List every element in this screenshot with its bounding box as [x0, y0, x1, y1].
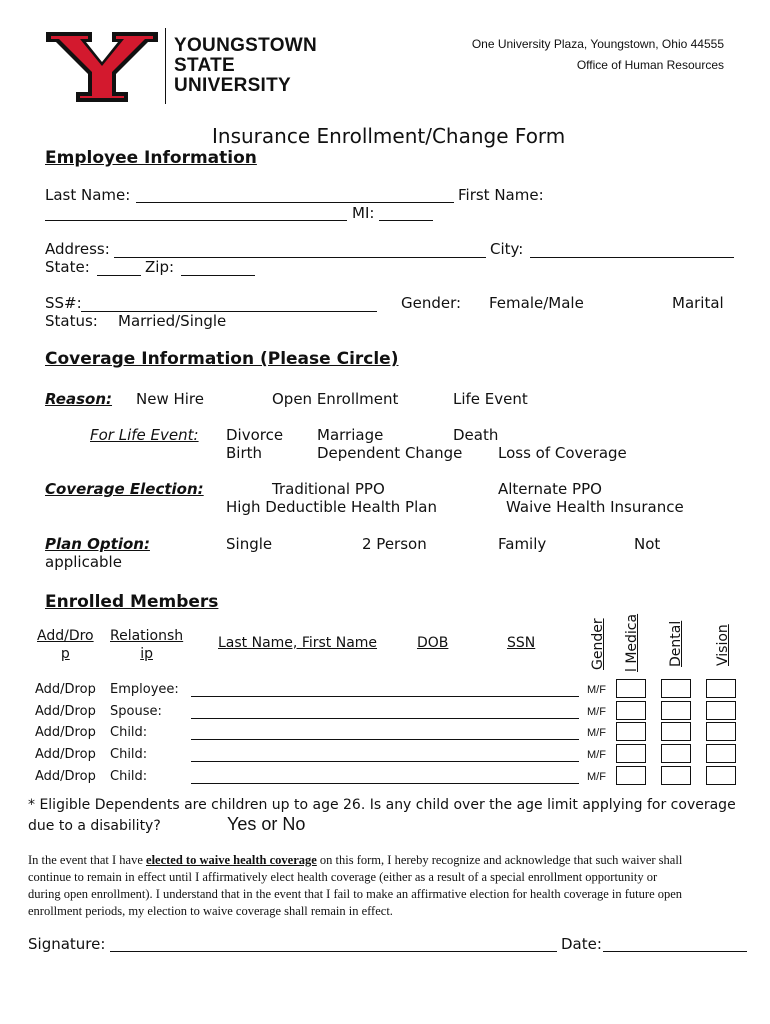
row-vision-checkbox[interactable]	[706, 766, 736, 785]
col-add-drop-line1: Add/Dro	[37, 628, 94, 644]
life-event-loss-of-coverage[interactable]: Loss of Coverage	[498, 444, 627, 462]
form-title: Insurance Enrollment/Change Form	[212, 124, 566, 148]
row-action[interactable]: Add/Drop	[35, 682, 96, 697]
reason-new-hire[interactable]: New Hire	[136, 390, 204, 408]
waiver-emphasis: elected to waive health coverage	[146, 853, 317, 867]
university-logo-icon	[44, 30, 160, 104]
election-waive[interactable]: Waive Health Insurance	[506, 498, 684, 516]
row-member-field[interactable]	[191, 696, 579, 697]
col-gender: Gender	[590, 618, 606, 670]
life-event-label: For Life Event:	[90, 426, 199, 444]
gender-label: Gender:	[401, 294, 462, 312]
row-member-field[interactable]	[191, 739, 579, 740]
status-options[interactable]: Married/Single	[118, 312, 227, 330]
election-hdhp[interactable]: High Deductible Health Plan	[226, 498, 437, 516]
reason-open-enrollment[interactable]: Open Enrollment	[272, 390, 399, 408]
university-name-line3: UNIVERSITY	[174, 75, 292, 96]
first-name-field[interactable]	[45, 220, 347, 221]
plan-family[interactable]: Family	[498, 535, 547, 553]
row-dental-checkbox[interactable]	[661, 722, 691, 741]
life-event-divorce[interactable]: Divorce	[226, 426, 284, 444]
row-dental-checkbox[interactable]	[661, 744, 691, 763]
waiver-line2: continue to remain in effect until I affirmatively elect health coverage (either as a result of a special enrollment opportunity or	[28, 870, 658, 884]
waiver-before: In the event that I have	[28, 853, 147, 867]
university-address: One University Plaza, Youngstown, Ohio 44555	[471, 37, 724, 51]
reason-label: Reason:	[45, 390, 113, 408]
row-action[interactable]: Add/Drop	[35, 704, 96, 719]
row-vision-checkbox[interactable]	[706, 679, 736, 698]
col-dental: Dental	[668, 620, 684, 667]
signature-field[interactable]	[110, 951, 557, 952]
mi-field[interactable]	[379, 220, 433, 221]
col-name: Last Name, First Name	[218, 635, 378, 651]
col-vision: Vision	[715, 624, 731, 666]
row-relation: Child:	[110, 725, 148, 740]
date-field[interactable]	[603, 951, 747, 952]
plan-2-person[interactable]: 2 Person	[362, 535, 427, 553]
row-vision-checkbox[interactable]	[706, 722, 736, 741]
plan-single[interactable]: Single	[226, 535, 273, 553]
row-action[interactable]: Add/Drop	[35, 769, 96, 784]
state-label: State:	[45, 258, 90, 276]
dependents-note-line1: * Eligible Dependents are children up to age 26. Is any child over the age limit applying for coverage	[28, 797, 736, 813]
col-relationship	[110, 627, 183, 663]
col-relationship-line1: Relationsh	[110, 628, 184, 644]
row-medical-checkbox[interactable]	[616, 744, 646, 763]
waiver-line1	[28, 852, 682, 869]
row-medical-checkbox[interactable]	[616, 766, 646, 785]
row-dental-checkbox[interactable]	[661, 679, 691, 698]
state-field[interactable]	[97, 275, 141, 276]
address-label: Address:	[45, 240, 110, 258]
last-name-field[interactable]	[136, 202, 454, 203]
city-field[interactable]	[530, 257, 734, 258]
row-member-field[interactable]	[191, 761, 579, 762]
university-name-line2: STATE	[174, 55, 235, 76]
dependents-note-line2: due to a disability?	[28, 818, 161, 834]
row-gender[interactable]: M/F	[587, 706, 606, 718]
ssn-label: SS#:	[45, 294, 82, 312]
row-vision-checkbox[interactable]	[706, 744, 736, 763]
col-ssn: SSN	[507, 635, 536, 651]
row-relation: Child:	[110, 769, 148, 784]
row-relation: Spouse:	[110, 704, 162, 719]
date-label: Date:	[561, 935, 602, 953]
zip-label: Zip:	[145, 258, 175, 276]
reason-life-event[interactable]: Life Event	[453, 390, 528, 408]
waiver-line4: enrollment periods, my election to waive coverage shall remain in effect.	[28, 904, 393, 918]
plan-not-applicable-cont: applicable	[45, 553, 122, 571]
plan-not-applicable[interactable]: Not	[634, 535, 661, 553]
row-dental-checkbox[interactable]	[661, 766, 691, 785]
row-gender[interactable]: M/F	[587, 727, 606, 739]
row-gender[interactable]: M/F	[587, 771, 606, 783]
row-medical-checkbox[interactable]	[616, 722, 646, 741]
gender-options[interactable]: Female/Male	[489, 294, 584, 312]
life-event-birth[interactable]: Birth	[226, 444, 263, 462]
zip-field[interactable]	[181, 275, 255, 276]
university-name	[174, 36, 317, 96]
coverage-section-heading: Coverage Information (Please Circle)	[45, 349, 399, 369]
first-name-label: First Name:	[458, 186, 544, 204]
logo-divider	[165, 28, 166, 104]
employee-section-heading: Employee Information	[45, 148, 257, 168]
row-relation: Employee:	[110, 682, 179, 697]
marital-label: Marital	[672, 294, 724, 312]
row-relation: Child:	[110, 747, 148, 762]
waiver-paragraph	[28, 852, 682, 920]
members-section-heading: Enrolled Members	[45, 592, 219, 612]
row-member-field[interactable]	[191, 783, 579, 784]
waiver-line3: during open enrollment). I understand that in the event that I fail to make an affirmative election for health coverage in future open	[28, 887, 683, 901]
row-dental-checkbox[interactable]	[661, 701, 691, 720]
signature-label: Signature:	[28, 935, 106, 953]
university-name-line1: YOUNGSTOWN	[174, 35, 318, 56]
row-gender[interactable]: M/F	[587, 684, 606, 696]
col-add-drop	[37, 627, 94, 663]
life-event-marriage[interactable]: Marriage	[317, 426, 384, 444]
status-label: Status:	[45, 312, 98, 330]
row-action[interactable]: Add/Drop	[35, 725, 96, 740]
row-gender[interactable]: M/F	[587, 749, 606, 761]
city-label: City:	[490, 240, 524, 258]
last-name-label: Last Name:	[45, 186, 131, 204]
plan-option-label: Plan Option:	[45, 535, 150, 553]
waiver-after: on this form, I hereby recognize and acknowledge that such waiver shall	[316, 853, 683, 867]
col-relationship-line2: ip	[140, 646, 153, 662]
election-traditional-ppo[interactable]: Traditional PPO	[272, 480, 385, 498]
col-add-drop-line2: p	[60, 646, 70, 662]
row-medical-checkbox[interactable]	[616, 679, 646, 698]
life-event-death[interactable]: Death	[453, 426, 499, 444]
row-action[interactable]: Add/Drop	[35, 747, 96, 762]
row-vision-checkbox[interactable]	[706, 701, 736, 720]
coverage-election-label: Coverage Election:	[45, 480, 204, 498]
election-alternate-ppo[interactable]: Alternate PPO	[498, 480, 602, 498]
row-member-field[interactable]	[191, 718, 579, 719]
col-medical: l Medica	[624, 613, 640, 672]
row-medical-checkbox[interactable]	[616, 701, 646, 720]
disability-answer[interactable]: Yes or No	[227, 814, 306, 834]
col-dob: DOB	[417, 635, 449, 651]
life-event-dependent-change[interactable]: Dependent Change	[317, 444, 463, 462]
office-name: Office of Human Resources	[576, 58, 724, 72]
mi-label: MI:	[352, 204, 375, 222]
